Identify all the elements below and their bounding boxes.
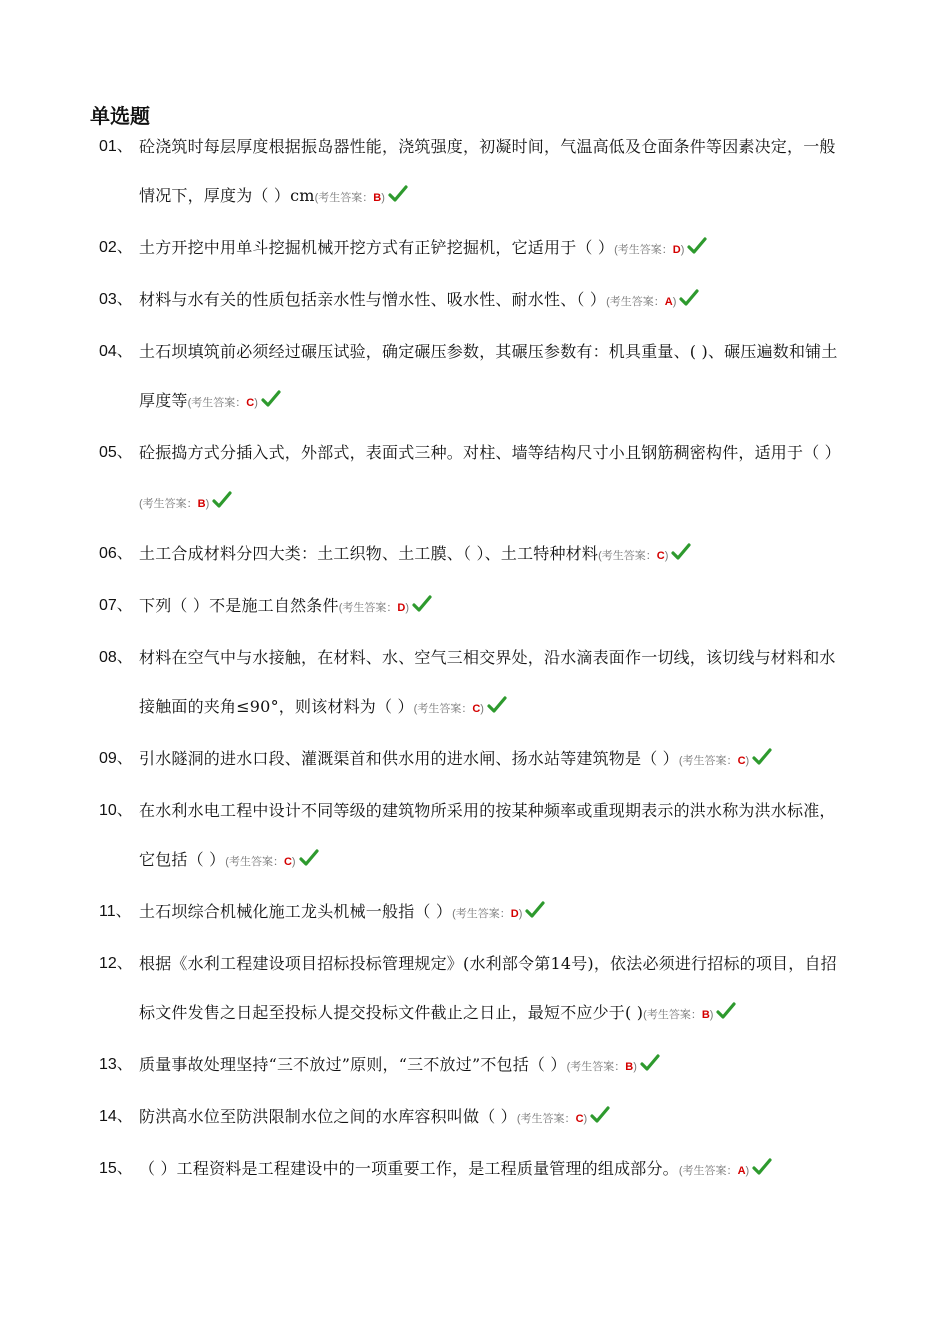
checkmark-icon [412,595,432,613]
question-text: 防洪高水位至防洪限制水位之间的水库容积叫做（ ） [139,1107,517,1126]
checkmark-icon [640,1054,660,1072]
answer-suffix: ) [709,1009,714,1021]
answer-suffix: ) [672,296,677,308]
answer-suffix: ) [381,192,385,204]
answer-letter: C [283,856,292,868]
answer-letter: C [575,1113,584,1125]
answer-letter: C [246,397,255,409]
question-number: 05、 [99,444,133,461]
answer-letter: C [472,703,481,715]
question-item [99,887,851,939]
examinee-answer [567,1061,637,1073]
question-item [99,1144,851,1196]
question-number: 04、 [99,343,133,360]
question-number: 01、 [99,138,133,155]
question-number: 12、 [99,955,133,972]
answer-prefix: (考生答案： [338,602,398,614]
question-text: 下列（ ）不是施工自然条件 [139,596,339,615]
answer-prefix: (考生答案： [598,550,657,562]
question-text: 土工合成材料分四大类：土工织物、土工膜、（ ）、土工特种材料 [139,544,599,563]
examinee-answer [598,550,668,562]
checkmark-icon [487,696,507,714]
answer-suffix: ) [745,1165,750,1177]
examinee-answer [225,856,295,868]
question-text: 材料在空气中与水接触，在材料、水、空气三相交界处，沿水滴表面作一切线，该切线与材料和水接触面的夹角≤90°，则该材料为（ ） [139,648,836,716]
question-item [99,1092,851,1144]
question-text: 砼浇筑时每层厚度根据振岛器性能，浇筑强度，初凝时间，气温高低及仓面条件等因素决定，一般情况下，厚度为（ ）cm [139,137,836,205]
answer-letter: B [625,1061,634,1073]
question-number: 10、 [99,802,133,819]
question-text: 土石坝填筑前必须经过碾压试验，确定碾压参数，其碾压参数有：机具重量、( )、碾压遍数和铺土厚度等 [139,342,838,410]
checkmark-icon [212,491,232,509]
answer-prefix: (考生答案： [452,908,511,920]
answer-letter: B [197,498,206,510]
checkmark-icon [525,901,545,919]
answer-letter: C [737,755,746,767]
question-number: 11、 [99,903,132,920]
checkmark-icon [299,849,319,867]
answer-letter: B [701,1009,710,1021]
question-item [99,1040,851,1092]
answer-suffix: ) [633,1061,637,1073]
examinee-answer [315,192,385,204]
answer-prefix: (考生答案： [643,1009,702,1021]
examinee-answer [643,1009,713,1021]
answer-suffix: ) [405,602,409,614]
question-text: 质量事故处理坚持“三不放过”原则，“三不放过”不包括（ ） [139,1055,567,1074]
question-number: 06、 [99,545,133,562]
question-item [99,633,851,734]
answer-suffix: ) [205,498,210,510]
answer-suffix: ) [254,397,258,409]
question-item [99,939,851,1040]
answer-suffix: ) [583,1113,588,1125]
examinee-answer [452,908,522,920]
question-text: 材料与水有关的性质包括亲水性与憎水性、吸水性、耐水性、（ ） [139,290,607,309]
answer-suffix: ) [518,908,523,920]
question-text: 根据《水利工程建设项目招标投标管理规定》(水利部令第14号)，依法必须进行招标的项目，自招标文件发售之日起至投标人提交投标文件截止之日止，最短不应少于( ) [139,954,837,1022]
question-item [99,734,851,786]
answer-prefix: (考生答案： [678,1165,738,1177]
question-number: 09、 [99,750,133,767]
checkmark-icon [752,748,772,766]
answer-letter: C [656,550,665,562]
answer-letter: D [510,908,519,920]
answer-letter: D [672,244,681,256]
question-text: 在水利水电工程中设计不同等级的建筑物所采用的按某种频率或重现期表示的洪水称为洪水标准，它包括（ ） [139,801,836,869]
answer-prefix: (考生答案： [225,856,284,868]
answer-prefix: (考生答案： [566,1061,626,1073]
question-item [99,786,851,887]
question-item [99,529,851,581]
examinee-answer [188,397,258,409]
question-number: 15、 [99,1160,133,1177]
question-item [99,428,851,529]
examinee-answer [614,244,684,256]
question-item [99,275,851,327]
examinee-answer [139,498,209,510]
answer-letter: B [373,192,382,204]
question-text: 引水隧洞的进水口段、灌溉渠首和供水用的进水闸、扬水站等建筑物是（ ） [139,749,679,768]
answer-suffix: ) [680,244,685,256]
section-title: 单选题 [90,104,150,128]
answer-letter: A [664,296,673,308]
answer-suffix: ) [664,550,669,562]
question-number: 13、 [99,1056,133,1073]
question-number: 03、 [99,291,133,308]
question-number: 08、 [99,649,133,666]
answer-prefix: (考生答案： [139,498,198,510]
examinee-answer [679,755,749,767]
question-item [99,122,851,223]
question-text: 土方开挖中用单斗挖掘机械开挖方式有正铲挖掘机，它适用于（ ） [139,238,615,257]
examinee-answer [414,703,484,715]
answer-prefix: (考生答案： [606,296,665,308]
question-text: 砼振捣方式分插入式，外部式，表面式三种。对柱、墙等结构尺寸小且钢筋稠密构件，适用于（ ） [139,443,841,462]
question-text: 土石坝综合机械化施工龙头机械一般指（ ） [139,902,453,921]
question-number: 02、 [99,239,133,256]
question-item [99,223,851,275]
checkmark-icon [261,390,281,408]
checkmark-icon [671,543,691,561]
examinee-answer [339,602,409,614]
checkmark-icon [752,1158,772,1176]
question-item [99,581,851,633]
checkmark-icon [388,185,408,203]
answer-prefix: (考生答案： [614,244,673,256]
question-number: 14、 [99,1108,133,1125]
checkmark-icon [590,1106,610,1124]
examinee-answer [517,1113,587,1125]
checkmark-icon [716,1002,736,1020]
question-number: 07、 [99,597,133,614]
answer-prefix: (考生答案： [314,192,374,204]
question-list [0,122,950,1196]
answer-suffix: ) [745,755,750,767]
answer-suffix: ) [480,703,484,715]
answer-prefix: (考生答案： [678,755,738,767]
examinee-answer [679,1165,749,1177]
question-item [99,327,851,428]
answer-letter: A [737,1165,746,1177]
question-text: （ ）工程资料是工程建设中的一项重要工作，是工程质量管理的组成部分。 [139,1159,679,1178]
answer-prefix: (考生答案： [516,1113,576,1125]
checkmark-icon [687,237,707,255]
checkmark-icon [679,289,699,307]
answer-prefix: (考生答案： [413,703,473,715]
examinee-answer [606,296,676,308]
answer-prefix: (考生答案： [187,397,247,409]
answer-letter: D [397,602,406,614]
answer-suffix: ) [291,856,296,868]
